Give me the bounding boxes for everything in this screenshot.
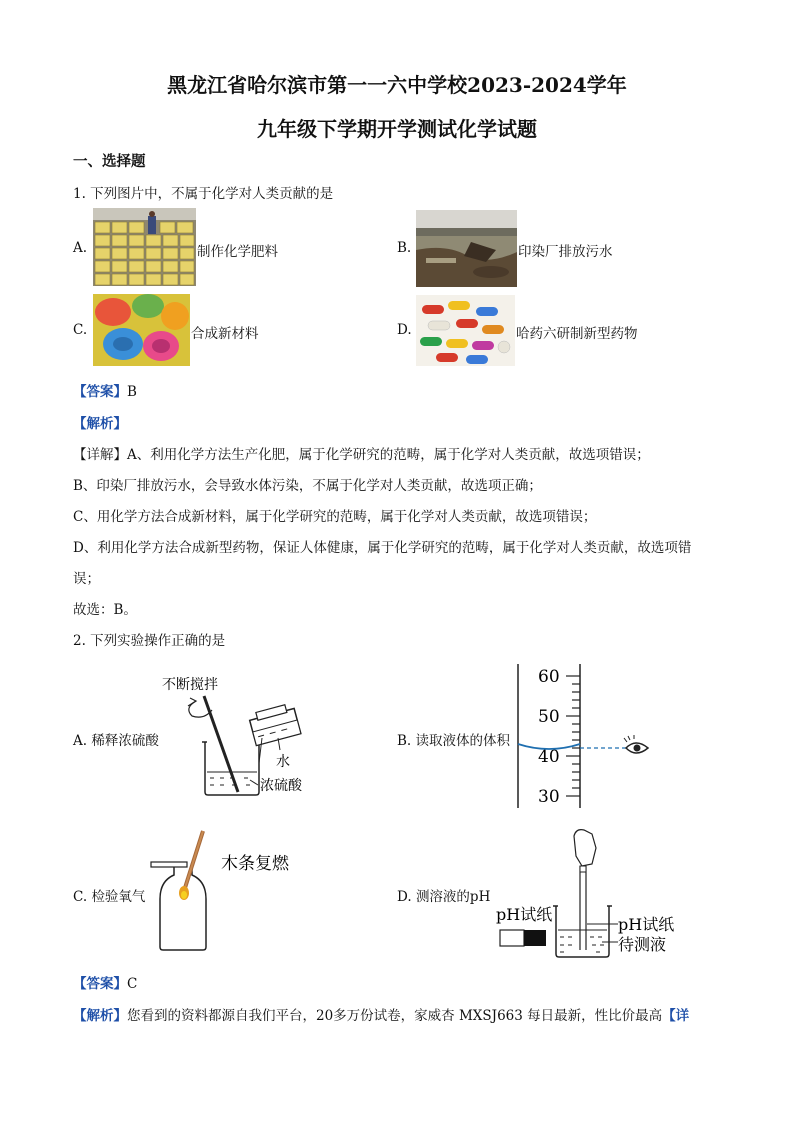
- q1-analysis-tag: [73, 412, 127, 432]
- q1-option-d-letter: D.: [397, 322, 412, 338]
- oxygen-test-diagram: [148, 829, 308, 953]
- q2-option-d-text: 测溶液的pH: [415, 889, 491, 905]
- q1-option-a-letter: A.: [73, 240, 88, 256]
- acid-label: 浓硫酸: [260, 778, 302, 794]
- q2-option-a: [73, 729, 159, 749]
- q1-conclusion: 故选：B。: [73, 602, 137, 618]
- q2-option-c: [73, 885, 145, 905]
- page-title-line2: 九年级下学期开学测试化学试题: [257, 117, 537, 141]
- polluted-water-image: [416, 210, 517, 287]
- tick-label-50: 50: [538, 707, 560, 727]
- plastic-cups-image: [93, 294, 190, 366]
- fertilizer-bags-image: [93, 208, 196, 286]
- q1-detail-line-5: 误；: [73, 571, 100, 587]
- dilute-sulfuric-acid-diagram: [160, 668, 320, 800]
- water-label: 水: [276, 754, 290, 770]
- q1-detail-line-2: B、印染厂排放污水，会导致水体污染，不属于化学对人类贡献，故选项正确；: [73, 478, 542, 494]
- q2-option-b-text: 读取液体的体积: [415, 733, 511, 749]
- q2-answer-row: [73, 972, 137, 992]
- q1-option-a-text: 制作化学肥料: [197, 244, 278, 260]
- q1-option-c-letter: C.: [73, 322, 88, 338]
- q2-option-c-letter: C.: [73, 889, 88, 905]
- detail-tag-end: 【详: [662, 1008, 690, 1024]
- ph-paper-right-label: pH试纸: [618, 915, 675, 934]
- q2-option-d: [397, 885, 490, 905]
- answer-tag: 【答案】: [73, 976, 127, 992]
- q2-option-b-letter: B.: [397, 733, 412, 749]
- stir-label: 不断搅拌: [162, 677, 218, 693]
- graduated-cylinder-diagram: [508, 662, 658, 810]
- section-heading: 一、选择题: [73, 153, 146, 170]
- q2-option-c-text: 检验氧气: [91, 889, 146, 905]
- ph-test-diagram: [496, 826, 686, 960]
- analysis-tag: 【解析】: [73, 1008, 127, 1024]
- q2-stem: 2. 下列实验操作正确的是: [73, 633, 226, 649]
- detail-tag: 【详解】: [73, 447, 127, 463]
- q1-answer-row: [73, 380, 137, 400]
- pills-image: [416, 295, 515, 366]
- test-liquid-label: 待测液: [618, 935, 667, 954]
- q1-detail-line-1: [73, 443, 650, 463]
- answer-value: B: [127, 384, 137, 400]
- tick-label-60: 60: [538, 667, 560, 687]
- answer-value: C: [127, 976, 138, 992]
- analysis-tag: 【解析】: [73, 416, 127, 432]
- detail-text: A、利用化学方法生产化肥，属于化学研究的范畴，属于化学对人类贡献，故选项错误；: [127, 447, 650, 463]
- eye-icon: [624, 735, 648, 753]
- q1-option-c-text: 合成新材料: [191, 326, 259, 342]
- wood-label: 木条复燃: [221, 854, 289, 874]
- q1-option-b-text: 印染厂排放污水: [518, 244, 613, 260]
- q1-stem: 1. 下列图片中，不属于化学对人类贡献的是: [73, 186, 334, 202]
- q1-detail-line-3: C、用化学方法合成新材料，属于化学研究的范畴，属于化学对人类贡献，故选项错误；: [73, 509, 597, 525]
- ph-paper-left-label: pH试纸: [496, 905, 553, 924]
- answer-tag: 【答案】: [73, 384, 127, 400]
- q2-option-d-letter: D.: [397, 889, 412, 905]
- page-title-line1: 黑龙江省哈尔滨市第一一六中学校2023-2024学年: [167, 73, 627, 97]
- q2-option-b: [397, 729, 510, 749]
- q2-option-a-text: 稀释浓硫酸: [91, 733, 159, 749]
- analysis-text: 您看到的资料都源自我们平台，20多万份试卷，家威杏 MXSJ663 每日最新，性比价最高: [127, 1008, 663, 1024]
- tick-label-30: 30: [538, 787, 560, 807]
- q1-option-b-letter: B.: [397, 240, 412, 256]
- q1-detail-line-4: D、利用化学方法合成新型药物，保证人体健康，属于化学研究的范畴，属于化学对人类贡献，故选项错: [73, 540, 692, 556]
- tick-label-40: 40: [538, 747, 560, 767]
- q1-option-d-text: 哈药六研制新型药物: [516, 326, 638, 342]
- q2-analysis-row: [73, 1004, 689, 1024]
- q2-option-a-letter: A.: [73, 733, 88, 749]
